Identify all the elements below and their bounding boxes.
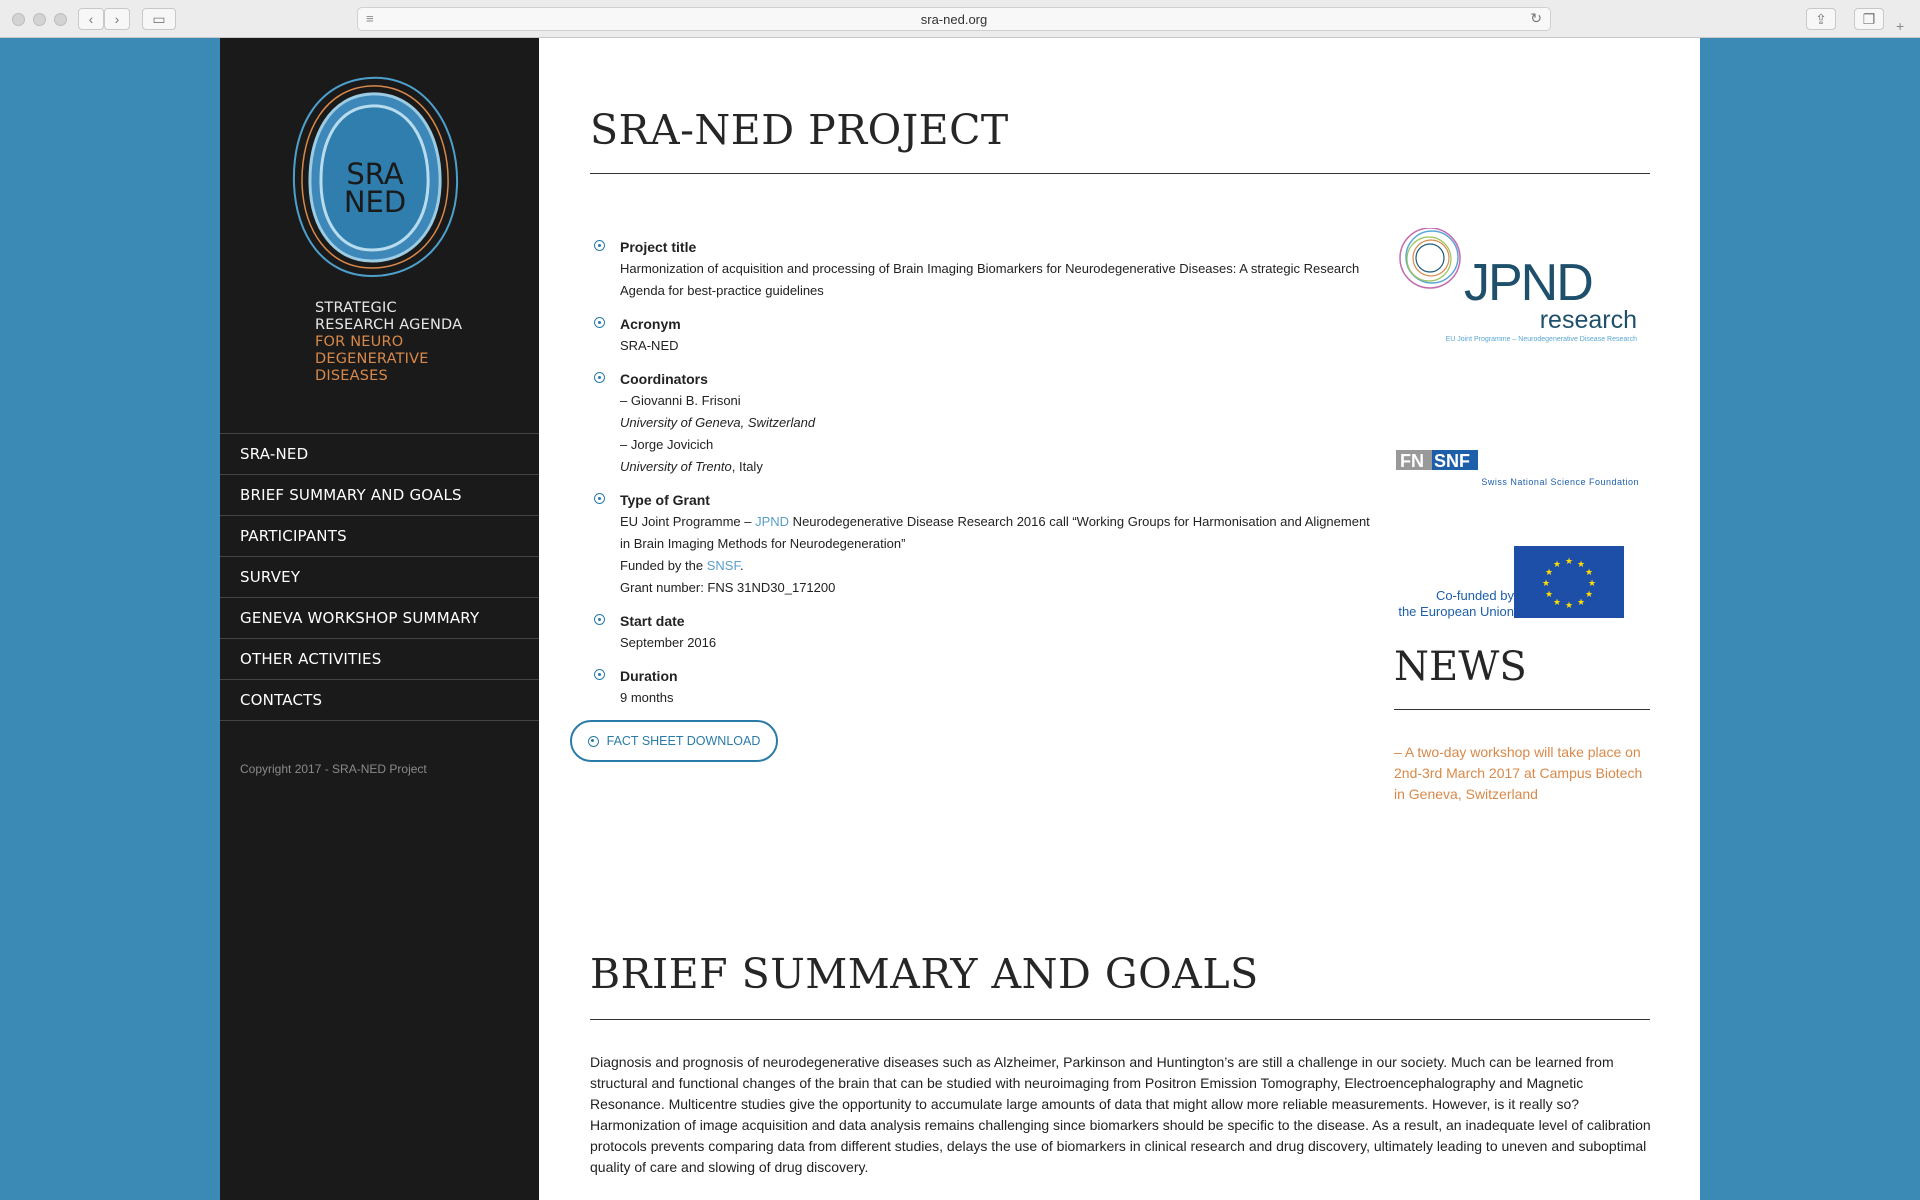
fact-label: Project title bbox=[620, 239, 697, 255]
close-window-button[interactable] bbox=[12, 13, 25, 26]
grant-text: EU Joint Programme – bbox=[620, 514, 756, 529]
circle-bullet-icon bbox=[588, 736, 599, 747]
fact-label: Duration bbox=[620, 668, 678, 684]
fact-value: September 2016 bbox=[620, 635, 717, 650]
nav-item-brief-summary[interactable]: BRIEF SUMMARY AND GOALS bbox=[220, 475, 539, 516]
affiliation-university: University of Trento bbox=[620, 459, 732, 474]
nav-item-survey[interactable]: SURVEY bbox=[220, 557, 539, 598]
funded-by bbox=[620, 555, 1380, 577]
snsf-logo[interactable] bbox=[1396, 450, 1639, 487]
fact-grant-type bbox=[590, 489, 1380, 599]
fact-coordinators bbox=[590, 368, 1380, 478]
nav-item-other-activities[interactable]: OTHER ACTIVITIES bbox=[220, 639, 539, 680]
fact-value: 9 months bbox=[620, 690, 674, 705]
fact-label: Start date bbox=[620, 613, 685, 629]
tagline-line: DEGENERATIVE bbox=[315, 351, 429, 367]
minimize-window-button[interactable] bbox=[33, 13, 46, 26]
fact-label: Coordinators bbox=[620, 371, 708, 387]
fact-duration bbox=[590, 665, 1380, 709]
back-button[interactable] bbox=[78, 8, 104, 30]
fact-start-date bbox=[590, 610, 1380, 654]
circle-bullet-icon bbox=[594, 669, 605, 680]
jpnd-caption: EU Joint Programme – Neurodegenerative Disease Research bbox=[1445, 336, 1637, 343]
grant-description bbox=[620, 511, 1380, 555]
svg-text:★: ★ bbox=[1541, 579, 1551, 589]
chevron-left-icon: ‹ bbox=[88, 11, 94, 27]
button-label: FACT SHEET DOWNLOAD bbox=[606, 734, 761, 748]
snsf-caption: Swiss National Science Foundation bbox=[1481, 477, 1639, 487]
main-nav bbox=[220, 433, 539, 721]
svg-text:★: ★ bbox=[1564, 557, 1574, 567]
fns-text: FN bbox=[1400, 451, 1424, 471]
new-tab-icon[interactable]: + bbox=[1896, 18, 1905, 34]
divider bbox=[590, 1019, 1650, 1020]
share-button[interactable] bbox=[1806, 8, 1836, 30]
summary-heading: BRIEF SUMMARY AND GOALS bbox=[590, 950, 1259, 998]
jpnd-logo[interactable] bbox=[1400, 228, 1637, 343]
affiliation-country: , Italy bbox=[731, 459, 763, 474]
coordinator-name: – Jorge Jovicich bbox=[620, 437, 714, 452]
funded-text: . bbox=[739, 558, 744, 573]
eu-caption-1: Co-funded by bbox=[1435, 588, 1514, 603]
circle-bullet-icon bbox=[594, 372, 605, 383]
circle-bullet-icon bbox=[594, 614, 605, 625]
svg-text:★: ★ bbox=[1576, 560, 1586, 570]
logo-text-ned: NED bbox=[343, 185, 407, 219]
share-icon: ⇪ bbox=[1815, 11, 1827, 27]
reload-icon[interactable]: ↻ bbox=[1530, 10, 1542, 26]
tagline-line: DISEASES bbox=[315, 368, 388, 384]
sra-ned-logo[interactable] bbox=[274, 66, 474, 286]
window-controls bbox=[12, 13, 67, 26]
partner-logos bbox=[1394, 228, 1654, 648]
news-item[interactable]: – A two-day workshop will take place on 2nd-3rd March 2017 at Campus Biotech in Geneva, Switzerland bbox=[1394, 744, 1643, 802]
url-text: sra-ned.org bbox=[920, 12, 988, 27]
forward-button[interactable] bbox=[104, 8, 130, 30]
jpnd-research-text: research bbox=[1539, 306, 1637, 334]
project-facts bbox=[590, 236, 1380, 720]
sidebar bbox=[220, 38, 539, 1200]
divider bbox=[1394, 709, 1650, 710]
svg-text:★: ★ bbox=[1587, 579, 1597, 589]
circle-bullet-icon bbox=[594, 240, 605, 251]
circle-bullet-icon bbox=[594, 493, 605, 504]
snsf-link[interactable]: SNSF bbox=[706, 558, 740, 573]
fact-label: Type of Grant bbox=[620, 492, 710, 508]
circle-bullet-icon bbox=[594, 317, 605, 328]
divider bbox=[590, 173, 1650, 174]
fact-sheet-download-button[interactable] bbox=[570, 720, 778, 762]
funded-text: Funded by the bbox=[620, 558, 707, 573]
news-heading: NEWS bbox=[1394, 644, 1527, 690]
nav-item-sra-ned[interactable]: SRA-NED bbox=[220, 434, 539, 475]
svg-text:★: ★ bbox=[1544, 590, 1554, 600]
grant-number: Grant number: FNS 31ND30_171200 bbox=[620, 580, 836, 595]
svg-text:★: ★ bbox=[1576, 598, 1586, 608]
fact-value: SRA-NED bbox=[620, 338, 679, 353]
svg-text:★: ★ bbox=[1584, 568, 1594, 578]
tagline-line: FOR NEURO bbox=[315, 334, 404, 350]
jpnd-text: JPND bbox=[1464, 254, 1592, 312]
address-bar[interactable] bbox=[357, 7, 1551, 31]
svg-text:★: ★ bbox=[1552, 560, 1562, 570]
grant-text: Neurodegenerative Disease Research 2016 call “Working Groups for Harmonisation and Alignement in Brain Imaging Methods for Neurodegeneration” bbox=[620, 514, 1370, 551]
summary-text: Diagnosis and prognosis of neurodegenerative diseases such as Alzheimer, Parkinson and Huntington’s are still a challenge in our society. Much can be learned from structural and functional changes of the brain that can be studied with neuroimaging from Positron Emission Tomography, Electroencephalography and Magnetic Resonance. Multicentre studies give the opportunity to accumulate large amounts of data that might allow more reliable measurements. However, is it really so? Harmonization of image acquisition and data analysis remains challenging since biomarkers should be specific to the disease. As a result, an inadequate level of calibration protocols prevents comparing data from different studies, delays the use of biomarkers in clinical research and drug discovery, ultimately leading to uneven and suboptimal quality of care and slowing of drug discovery. bbox=[590, 1054, 1651, 1175]
fact-project-title bbox=[590, 236, 1380, 302]
zoom-window-button[interactable] bbox=[54, 13, 67, 26]
logo-text-sra: SRA bbox=[346, 157, 404, 191]
tagline-line: RESEARCH AGENDA bbox=[315, 317, 463, 333]
tabs-button[interactable] bbox=[1854, 8, 1884, 30]
copyright: Copyright 2017 - SRA-NED Project bbox=[240, 762, 427, 776]
svg-text:★: ★ bbox=[1584, 590, 1594, 600]
fact-value: Harmonization of acquisition and processing of Brain Imaging Biomarkers for Neurodegenerative Diseases: A strategic Research Agenda for best-practice guidelines bbox=[620, 261, 1360, 298]
sidebar-toggle-button[interactable] bbox=[142, 8, 176, 30]
nav-item-participants[interactable]: PARTICIPANTS bbox=[220, 516, 539, 557]
sidebar-icon: ▭ bbox=[152, 11, 166, 27]
page-title: SRA-NED PROJECT bbox=[590, 106, 1009, 154]
browser-toolbar bbox=[0, 0, 1920, 38]
eu-logo[interactable] bbox=[1398, 546, 1624, 619]
reader-icon[interactable]: ≡ bbox=[366, 11, 374, 26]
svg-text:★: ★ bbox=[1564, 601, 1574, 611]
nav-item-geneva-workshop[interactable]: GENEVA WORKSHOP SUMMARY bbox=[220, 598, 539, 639]
coordinator-name: – Giovanni B. Frisoni bbox=[620, 393, 741, 408]
main-content bbox=[539, 38, 1700, 1200]
svg-text:★: ★ bbox=[1544, 568, 1554, 578]
chevron-right-icon: › bbox=[114, 11, 120, 27]
coordinator-affiliation: University of Geneva, Switzerland bbox=[620, 415, 816, 430]
jpnd-link[interactable]: JPND bbox=[755, 514, 790, 529]
tabs-icon: ❐ bbox=[1862, 11, 1876, 27]
tagline bbox=[315, 300, 462, 385]
svg-text:★: ★ bbox=[1552, 598, 1562, 608]
nav-item-contacts[interactable]: CONTACTS bbox=[220, 680, 539, 721]
eu-caption-2: the European Union bbox=[1398, 604, 1514, 619]
tagline-line: STRATEGIC bbox=[315, 300, 397, 316]
fact-acronym bbox=[590, 313, 1380, 357]
fact-label: Acronym bbox=[620, 316, 681, 332]
coordinator-affiliation bbox=[620, 456, 1380, 478]
snf-text: SNF bbox=[1434, 451, 1470, 471]
